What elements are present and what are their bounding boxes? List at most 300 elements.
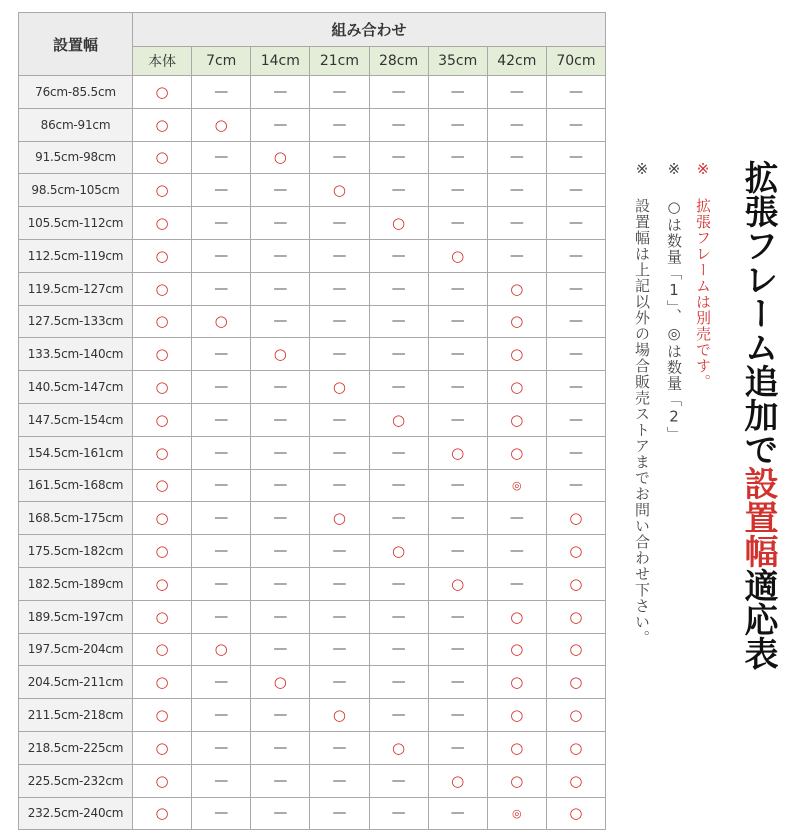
dash-mark: — <box>450 313 465 330</box>
table-cell <box>428 141 487 174</box>
circle-mark: ○ <box>214 312 228 331</box>
circle-mark: ○ <box>392 214 406 233</box>
table-cell <box>310 141 369 174</box>
dash-mark: — <box>509 575 524 592</box>
dash-mark: — <box>450 510 465 527</box>
table-cell <box>546 633 605 666</box>
circle-mark: ○ <box>155 509 169 528</box>
table-cell <box>133 174 192 207</box>
table-cell <box>133 666 192 699</box>
table-row <box>19 633 606 666</box>
table-cell <box>487 174 546 207</box>
dash-mark: — <box>214 83 229 100</box>
dash-mark: — <box>332 444 347 461</box>
dash-mark: — <box>391 674 406 691</box>
table-cell <box>192 567 251 600</box>
table-cell <box>369 108 428 141</box>
table-cell <box>133 108 192 141</box>
dash-mark: — <box>332 543 347 560</box>
circle-mark: ○ <box>510 706 524 725</box>
table-cell <box>487 797 546 830</box>
dash-mark: — <box>214 346 229 363</box>
table-cell <box>251 666 310 699</box>
row-range-label: 197.5cm-204cm <box>19 633 133 666</box>
dash-mark: — <box>332 739 347 756</box>
dash-mark: — <box>332 346 347 363</box>
table-cell <box>428 666 487 699</box>
group-header: 組み合わせ <box>133 13 606 47</box>
title-part-2: 設置幅 <box>738 466 778 568</box>
dash-mark: — <box>391 346 406 363</box>
table-cell <box>133 469 192 502</box>
dash-mark: — <box>450 149 465 166</box>
double-circle-mark: ◎ <box>512 807 522 821</box>
circle-mark: ○ <box>510 640 524 659</box>
dash-mark: — <box>273 477 288 494</box>
circle-mark: ○ <box>155 804 169 823</box>
dash-mark: — <box>273 608 288 625</box>
dash-mark: — <box>450 182 465 199</box>
table-cell <box>546 141 605 174</box>
dash-mark: — <box>509 182 524 199</box>
table-cell <box>428 731 487 764</box>
table-cell <box>487 403 546 436</box>
dash-mark: — <box>568 411 583 428</box>
dash-mark: — <box>450 805 465 822</box>
table-cell <box>428 305 487 338</box>
table-cell <box>487 600 546 633</box>
table-cell <box>487 305 546 338</box>
table-cell <box>251 174 310 207</box>
row-range-label: 140.5cm-147cm <box>19 371 133 404</box>
table-cell <box>546 239 605 272</box>
table-cell <box>192 174 251 207</box>
circle-mark: ○ <box>510 345 524 364</box>
table-row <box>19 666 606 699</box>
table-cell <box>251 731 310 764</box>
row-range-label: 112.5cm-119cm <box>19 239 133 272</box>
table-cell <box>251 764 310 797</box>
dash-mark: — <box>332 477 347 494</box>
table-cell <box>192 272 251 305</box>
table-cell <box>546 764 605 797</box>
table-cell <box>487 666 546 699</box>
table-row <box>19 731 606 764</box>
table-row <box>19 699 606 732</box>
dash-mark: — <box>273 379 288 396</box>
column-header: 35cm <box>428 47 487 76</box>
dash-mark: — <box>332 674 347 691</box>
row-range-label: 161.5cm-168cm <box>19 469 133 502</box>
dash-mark: — <box>332 247 347 264</box>
dash-mark: — <box>332 411 347 428</box>
table-cell <box>369 600 428 633</box>
table-cell <box>428 371 487 404</box>
table-row <box>19 76 606 109</box>
table-cell <box>428 174 487 207</box>
column-header: 70cm <box>546 47 605 76</box>
table-cell <box>133 305 192 338</box>
table-cell <box>310 797 369 830</box>
dash-mark: — <box>391 247 406 264</box>
circle-mark: ○ <box>214 640 228 659</box>
table-cell <box>310 436 369 469</box>
table-cell <box>251 436 310 469</box>
circle-mark: ○ <box>332 509 346 528</box>
dash-mark: — <box>450 215 465 232</box>
table-cell <box>133 338 192 371</box>
table-cell <box>369 403 428 436</box>
circle-mark: ○ <box>155 706 169 725</box>
circle-mark: ○ <box>155 279 169 298</box>
circle-mark: ○ <box>569 804 583 823</box>
dash-mark: — <box>391 510 406 527</box>
dash-mark: — <box>568 83 583 100</box>
note-sold-separately: ※ 拡張フレームは別売です。 <box>694 160 712 390</box>
note-inquiry: ※ 設置幅は上記以外の場合販売ストアまでお問い合わせ下さい。 <box>633 160 651 646</box>
table-cell <box>369 436 428 469</box>
row-range-label: 86cm-91cm <box>19 108 133 141</box>
table-row <box>19 141 606 174</box>
circle-mark: ○ <box>510 738 524 757</box>
dash-mark: — <box>450 739 465 756</box>
table-cell <box>369 502 428 535</box>
table-row <box>19 371 606 404</box>
dash-mark: — <box>273 411 288 428</box>
table-cell <box>428 469 487 502</box>
dash-mark: — <box>214 477 229 494</box>
table-cell <box>192 699 251 732</box>
table-cell <box>369 371 428 404</box>
table-cell <box>428 567 487 600</box>
table-cell <box>251 207 310 240</box>
table-row <box>19 567 606 600</box>
table-cell <box>310 403 369 436</box>
table-cell <box>310 272 369 305</box>
table-cell <box>310 502 369 535</box>
circle-mark: ○ <box>155 82 169 101</box>
dash-mark: — <box>273 543 288 560</box>
header-row-group <box>19 13 606 47</box>
table-cell <box>546 502 605 535</box>
dash-mark: — <box>391 477 406 494</box>
circle-mark: ○ <box>510 673 524 692</box>
table-cell <box>487 436 546 469</box>
table-cell <box>546 535 605 568</box>
table-cell <box>251 797 310 830</box>
table-cell <box>428 535 487 568</box>
dash-mark: — <box>568 477 583 494</box>
row-range-label: 133.5cm-140cm <box>19 338 133 371</box>
table-cell <box>369 338 428 371</box>
row-range-label: 98.5cm-105cm <box>19 174 133 207</box>
table-cell <box>192 207 251 240</box>
circle-mark: ○ <box>569 574 583 593</box>
table-cell <box>251 108 310 141</box>
circle-mark: ○ <box>273 345 287 364</box>
circle-mark: ○ <box>569 673 583 692</box>
dash-mark: — <box>568 346 583 363</box>
row-range-label: 218.5cm-225cm <box>19 731 133 764</box>
dash-mark: — <box>509 215 524 232</box>
table-cell <box>487 502 546 535</box>
table-cell <box>310 567 369 600</box>
dash-mark: — <box>391 83 406 100</box>
dash-mark: — <box>509 83 524 100</box>
table-cell <box>192 502 251 535</box>
table-cell <box>546 272 605 305</box>
dash-mark: — <box>273 707 288 724</box>
table-cell <box>428 764 487 797</box>
note-quantity: ※ ○は数量「1」、◎は数量「2」 <box>665 160 683 443</box>
column-header: 7cm <box>192 47 251 76</box>
dash-mark: — <box>273 182 288 199</box>
table-row <box>19 535 606 568</box>
dash-mark: — <box>214 805 229 822</box>
table-cell <box>487 469 546 502</box>
table-cell <box>133 600 192 633</box>
dash-mark: — <box>450 641 465 658</box>
dash-mark: — <box>391 608 406 625</box>
table-cell <box>133 141 192 174</box>
dash-mark: — <box>273 739 288 756</box>
dash-mark: — <box>391 149 406 166</box>
table-cell <box>487 239 546 272</box>
table-cell <box>546 600 605 633</box>
circle-mark: ○ <box>569 542 583 561</box>
row-range-label: 105.5cm-112cm <box>19 207 133 240</box>
row-range-label: 175.5cm-182cm <box>19 535 133 568</box>
circle-mark: ○ <box>155 542 169 561</box>
dash-mark: — <box>273 247 288 264</box>
table-cell <box>369 174 428 207</box>
circle-mark: ○ <box>155 246 169 265</box>
table-cell <box>428 403 487 436</box>
dash-mark: — <box>273 444 288 461</box>
dash-mark: — <box>450 83 465 100</box>
table-cell <box>428 436 487 469</box>
table-cell <box>310 731 369 764</box>
circle-mark: ○ <box>392 542 406 561</box>
table-cell <box>369 764 428 797</box>
table-cell <box>251 403 310 436</box>
dash-mark: — <box>568 313 583 330</box>
dash-mark: — <box>450 608 465 625</box>
dash-mark: — <box>450 674 465 691</box>
row-range-label: 189.5cm-197cm <box>19 600 133 633</box>
table-cell <box>192 371 251 404</box>
circle-mark: ○ <box>155 378 169 397</box>
dash-mark: — <box>391 805 406 822</box>
circle-mark: ○ <box>569 640 583 659</box>
table-cell <box>133 76 192 109</box>
table-cell <box>487 731 546 764</box>
dash-mark: — <box>214 379 229 396</box>
circle-mark: ○ <box>155 640 169 659</box>
dash-mark: — <box>450 543 465 560</box>
table-cell <box>192 76 251 109</box>
dash-mark: — <box>509 510 524 527</box>
table-cell <box>546 797 605 830</box>
table-cell <box>487 76 546 109</box>
circle-mark: ○ <box>155 607 169 626</box>
column-header: 14cm <box>251 47 310 76</box>
table-cell <box>310 371 369 404</box>
row-range-label: 232.5cm-240cm <box>19 797 133 830</box>
table-cell <box>251 535 310 568</box>
table-cell <box>133 403 192 436</box>
table-cell <box>310 535 369 568</box>
dash-mark: — <box>214 411 229 428</box>
table-cell <box>310 305 369 338</box>
dash-mark: — <box>214 543 229 560</box>
table-cell <box>133 567 192 600</box>
dash-mark: — <box>391 707 406 724</box>
dash-mark: — <box>450 411 465 428</box>
table-cell <box>428 239 487 272</box>
table-cell <box>133 207 192 240</box>
dash-mark: — <box>214 739 229 756</box>
table-cell <box>487 338 546 371</box>
circle-mark: ○ <box>510 443 524 462</box>
table-cell <box>310 108 369 141</box>
table-cell <box>133 436 192 469</box>
table-cell <box>369 633 428 666</box>
table-cell <box>546 436 605 469</box>
dash-mark: — <box>391 182 406 199</box>
circle-mark: ○ <box>155 345 169 364</box>
table-cell <box>251 502 310 535</box>
circle-mark: ○ <box>510 771 524 790</box>
column-header: 本体 <box>133 47 192 76</box>
circle-mark: ○ <box>155 312 169 331</box>
circle-mark: ○ <box>273 148 287 167</box>
table-cell <box>546 699 605 732</box>
table-row <box>19 239 606 272</box>
dash-mark: — <box>332 772 347 789</box>
circle-mark: ○ <box>155 181 169 200</box>
table-cell <box>251 469 310 502</box>
circle-mark: ○ <box>155 476 169 495</box>
dash-mark: — <box>273 575 288 592</box>
row-range-label: 119.5cm-127cm <box>19 272 133 305</box>
table-cell <box>310 239 369 272</box>
table-cell <box>487 207 546 240</box>
circle-mark: ○ <box>569 607 583 626</box>
dash-mark: — <box>214 247 229 264</box>
table-cell <box>487 633 546 666</box>
table-cell <box>192 338 251 371</box>
table-cell <box>192 469 251 502</box>
table-cell <box>369 567 428 600</box>
dash-mark: — <box>332 280 347 297</box>
row-range-label: 168.5cm-175cm <box>19 502 133 535</box>
table-cell <box>133 731 192 764</box>
table-row <box>19 797 606 830</box>
dash-mark: — <box>568 215 583 232</box>
table-cell <box>192 535 251 568</box>
dash-mark: — <box>450 346 465 363</box>
table-cell <box>251 600 310 633</box>
dash-mark: — <box>273 116 288 133</box>
table-cell <box>310 666 369 699</box>
dash-mark: — <box>332 116 347 133</box>
table-cell <box>428 76 487 109</box>
table-cell <box>192 731 251 764</box>
dash-mark: — <box>568 247 583 264</box>
dash-mark: — <box>391 772 406 789</box>
dash-mark: — <box>214 280 229 297</box>
row-range-label: 182.5cm-189cm <box>19 567 133 600</box>
table-cell <box>133 797 192 830</box>
table-cell <box>487 699 546 732</box>
table-cell <box>310 174 369 207</box>
circle-mark: ○ <box>392 410 406 429</box>
table-row <box>19 502 606 535</box>
table-cell <box>192 108 251 141</box>
row-range-label: 76cm-85.5cm <box>19 76 133 109</box>
table-cell <box>546 567 605 600</box>
table-cell <box>133 633 192 666</box>
table-cell <box>546 108 605 141</box>
table-cell <box>369 272 428 305</box>
table-cell <box>251 141 310 174</box>
row-range-label: 91.5cm-98cm <box>19 141 133 174</box>
dash-mark: — <box>332 83 347 100</box>
dash-mark: — <box>509 543 524 560</box>
table-cell <box>192 239 251 272</box>
dash-mark: — <box>568 116 583 133</box>
row-range-label: 204.5cm-211cm <box>19 666 133 699</box>
dash-mark: — <box>214 182 229 199</box>
dash-mark: — <box>509 116 524 133</box>
circle-mark: ○ <box>214 115 228 134</box>
table-cell <box>546 338 605 371</box>
circle-mark: ○ <box>569 509 583 528</box>
circle-mark: ○ <box>155 410 169 429</box>
table-cell <box>251 305 310 338</box>
table-cell <box>369 239 428 272</box>
table-cell <box>369 207 428 240</box>
table-body <box>19 76 606 830</box>
table-cell <box>487 141 546 174</box>
dash-mark: — <box>214 149 229 166</box>
table-cell <box>428 502 487 535</box>
dash-mark: — <box>332 149 347 166</box>
dash-mark: — <box>391 444 406 461</box>
table-cell <box>310 633 369 666</box>
table-cell <box>546 371 605 404</box>
table-cell <box>369 141 428 174</box>
row-range-label: 154.5cm-161cm <box>19 436 133 469</box>
dash-mark: — <box>332 575 347 592</box>
dash-mark: — <box>214 674 229 691</box>
dash-mark: — <box>450 707 465 724</box>
dash-mark: — <box>391 313 406 330</box>
table-cell <box>369 535 428 568</box>
table-cell <box>546 731 605 764</box>
table-cell <box>133 535 192 568</box>
dash-mark: — <box>391 575 406 592</box>
table-cell <box>310 338 369 371</box>
circle-mark: ○ <box>451 246 465 265</box>
circle-mark: ○ <box>273 673 287 692</box>
dash-mark: — <box>332 608 347 625</box>
table-row <box>19 436 606 469</box>
circle-mark: ○ <box>155 673 169 692</box>
dash-mark: — <box>332 641 347 658</box>
dash-mark: — <box>509 149 524 166</box>
